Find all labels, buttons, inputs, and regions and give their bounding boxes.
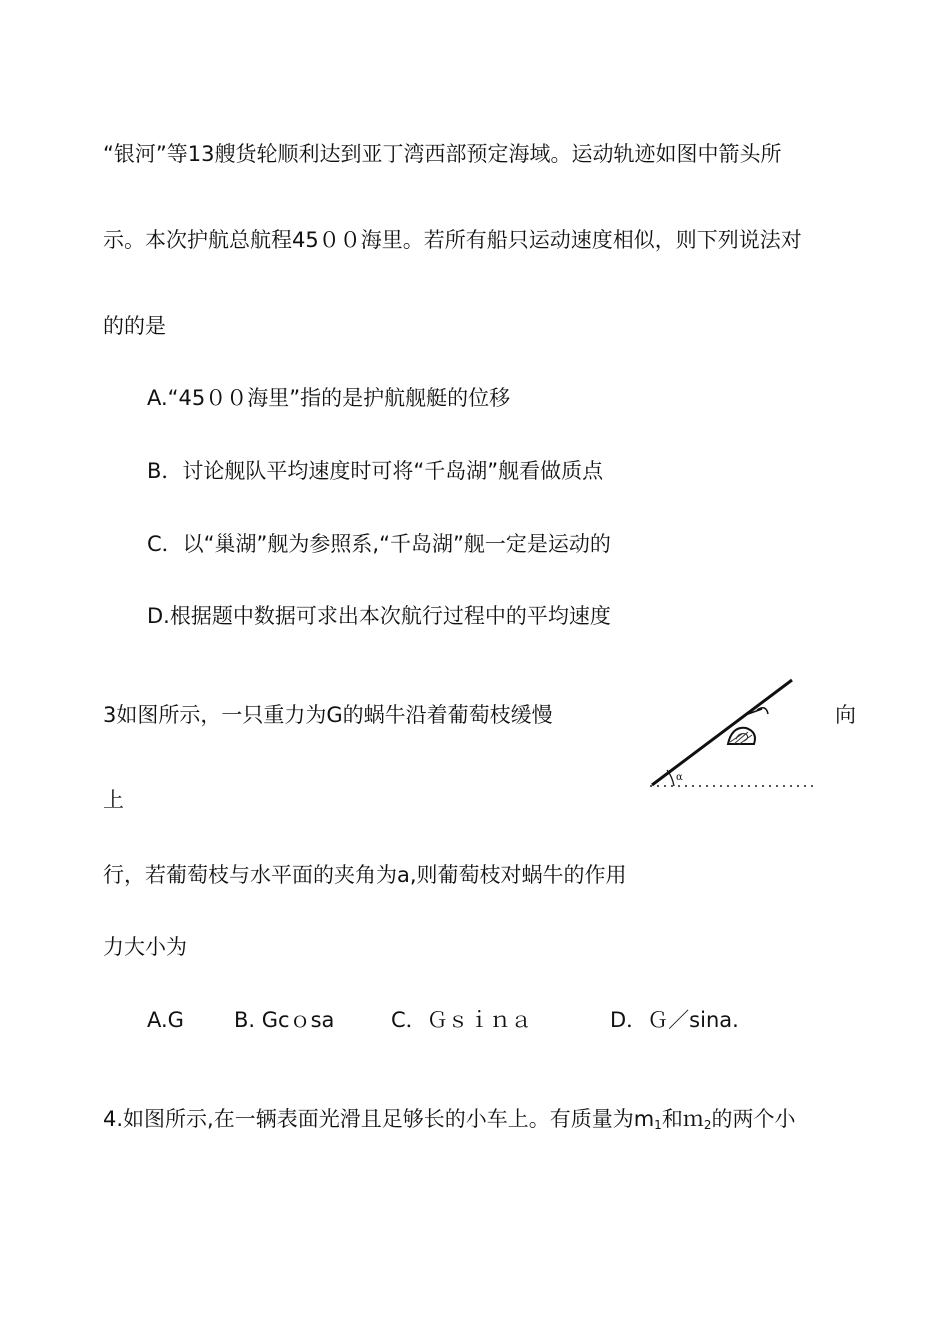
q4-m2-subscript: 2 bbox=[703, 1118, 712, 1132]
option-d: D.根据题中数据可求出本次航行过程中的平均速度 bbox=[147, 604, 611, 628]
snail-on-vine-figure bbox=[640, 668, 820, 793]
q4-text-end: 的两个小 bbox=[711, 1107, 796, 1131]
q3-line-3: 行，若葡萄枝与水平面的夹角为a,则葡萄枝对蜗牛的作用 bbox=[103, 863, 627, 887]
q4-m1-subscript: 1 bbox=[654, 1118, 662, 1132]
q4-text-middle: 和ｍ bbox=[661, 1107, 704, 1131]
q3-line-4: 力大小为 bbox=[103, 935, 187, 959]
vine-branch bbox=[652, 680, 792, 785]
q3-line-1: 3如图所示，一只重力为G的蜗牛沿着葡萄枝缓慢 bbox=[103, 703, 553, 727]
q3-option-a: A.G bbox=[147, 1008, 184, 1032]
paragraph-1-line-3: 的的是 bbox=[103, 314, 166, 338]
option-a: A.“45００海里”指的是护航舰艇的位移 bbox=[147, 386, 511, 410]
q3-option-d: D．Ｇ／sina. bbox=[610, 1008, 739, 1032]
option-b: B．讨论舰队平均速度时可将“千岛湖”舰看做质点 bbox=[147, 459, 604, 483]
paragraph-1-line-1: “银河”等13艘货轮顺利达到亚丁湾西部预定海域。运动轨迹如图中箭头所 bbox=[103, 142, 782, 166]
q4-text-start: 4.如图所示,在一辆表面光滑且足够长的小车上。有质量为m bbox=[103, 1107, 655, 1131]
option-c: C．以“巢湖”舰为参照系,“千岛湖”舰一定是运动的 bbox=[147, 532, 611, 556]
q3-line-2: 上 bbox=[103, 788, 124, 812]
angle-label: α bbox=[676, 772, 683, 783]
paragraph-1-line-2: 示。本次护航总航程45００海里。若所有船只运动速度相似，则下列说法对 bbox=[103, 228, 802, 252]
q3-option-b: B. Gcｏsa bbox=[234, 1008, 335, 1032]
q3-option-c: C．Ｇｓｉｎａ bbox=[391, 1008, 532, 1032]
snail-icon bbox=[728, 728, 755, 745]
question-4-line-1 bbox=[103, 1105, 795, 1139]
q3-line-1-end: 向 bbox=[835, 703, 856, 727]
